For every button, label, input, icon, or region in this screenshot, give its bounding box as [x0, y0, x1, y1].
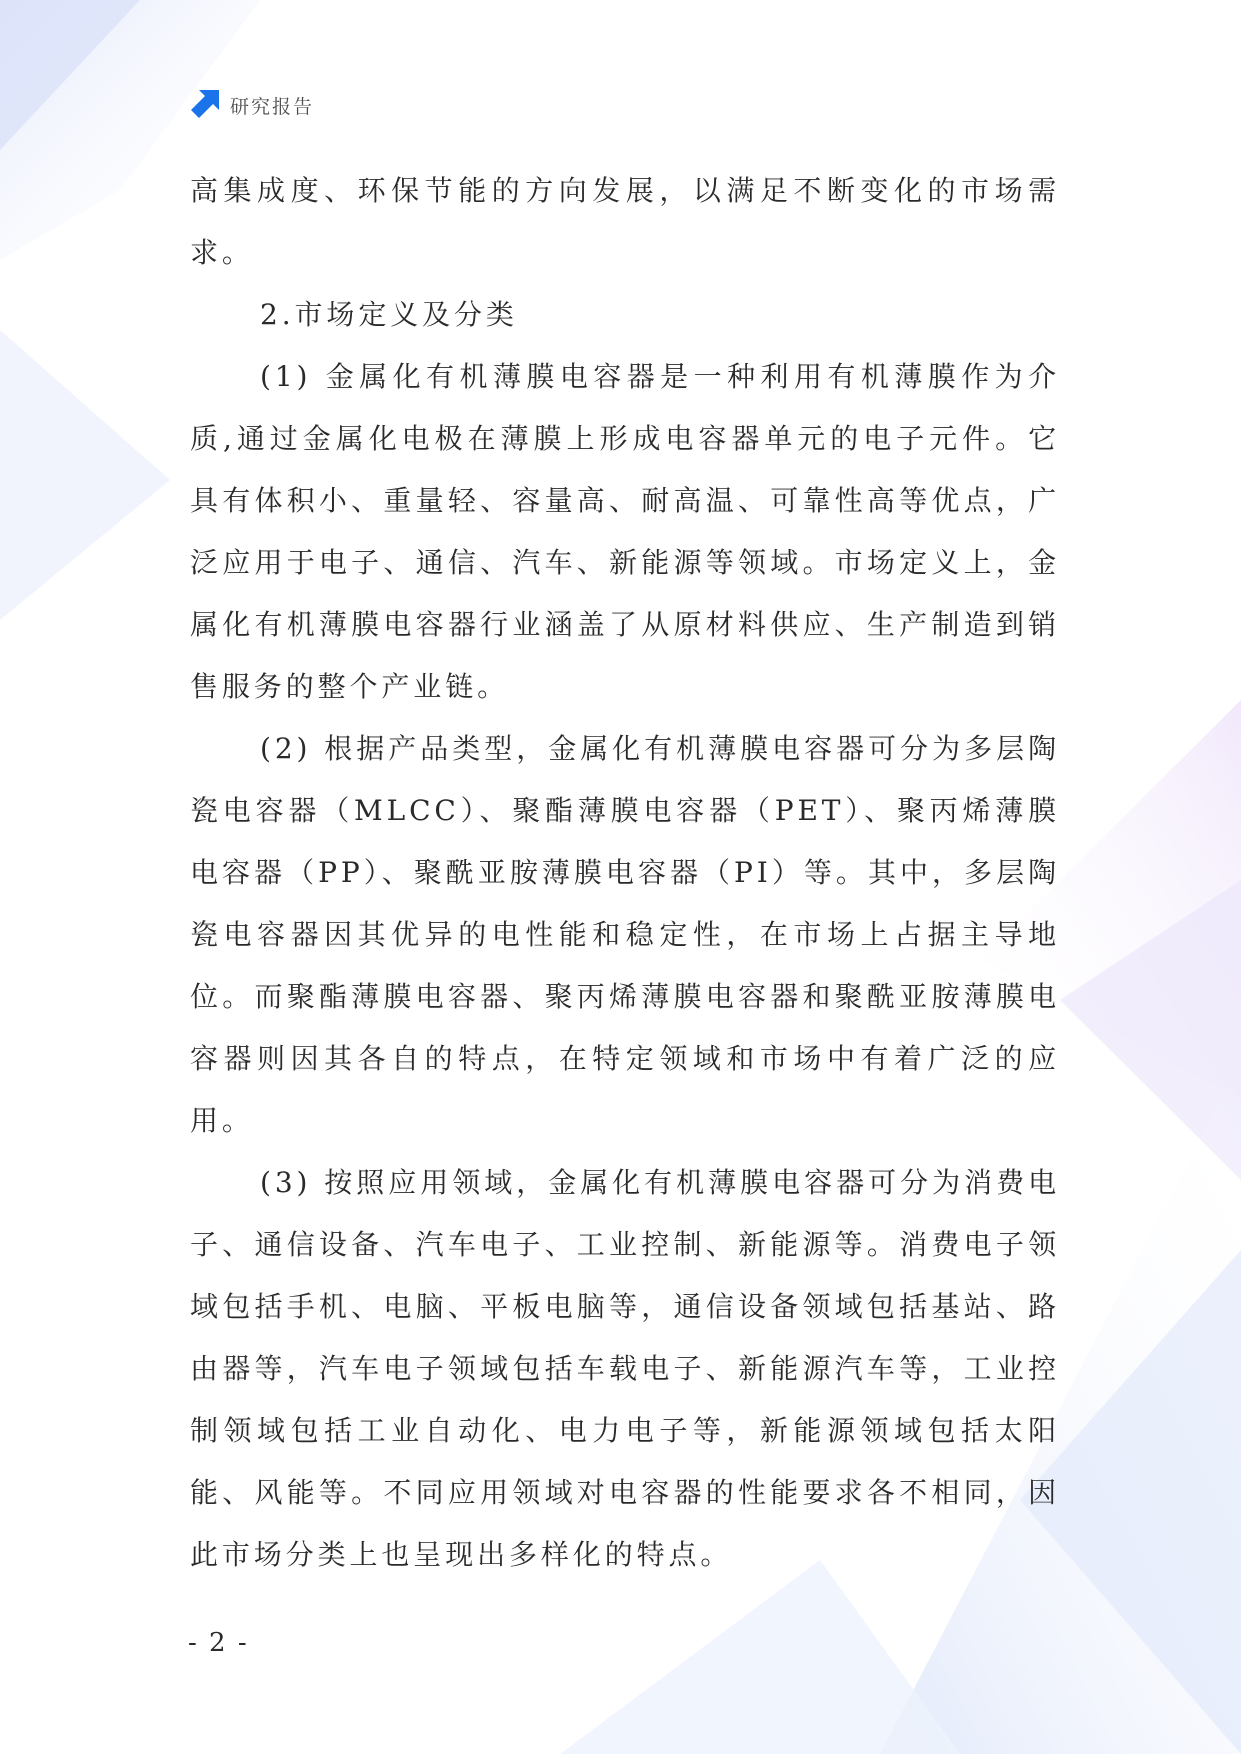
section-heading: 2.市场定义及分类	[260, 298, 518, 331]
paragraph: (2) 根据产品类型，金属化有机薄膜电容器可分为多层陶瓷电容器（MLCC）、聚酯薄膜电容器（PET）、聚丙烯薄膜电容器（PP）、聚酰亚胺薄膜电容器（PI）等。其中，多层陶瓷电容器因其优异的电性能和稳定性，在市场上占据主导地位。而聚酯薄膜电容器、聚丙烯薄膜电容器和聚酰亚胺薄膜电容器则因其各自的特点，在特定领域和市场中有着广泛的应用。	[190, 732, 1060, 1137]
paragraph: (3) 按照应用领域，金属化有机薄膜电容器可分为消费电子、通信设备、汽车电子、工业控制、新能源等。消费电子领域包括手机、电脑、平板电脑等，通信设备领域包括基站、路由器等，汽车电子领域包括车载电子、新能源汽车等，工业控制领域包括工业自动化、电力电子等，新能源领域包括太阳能、风能等。不同应用领域对电容器的性能要求各不相同，因此市场分类上也呈现出多样化的特点。	[190, 1166, 1060, 1571]
arrow-up-right-icon	[187, 88, 221, 122]
document-body	[190, 160, 1060, 1586]
paragraph-continuation: 高集成度、环保节能的方向发展，以满足不断变化的市场需求。	[190, 174, 1060, 269]
page-number: - 2 -	[188, 1628, 249, 1658]
paragraph: (1) 金属化有机薄膜电容器是一种利用有机薄膜作为介质,通过金属化电极在薄膜上形成电容器单元的电子元件。它具有体积小、重量轻、容量高、耐高温、可靠性高等优点，广泛应用于电子、通信、汽车、新能源等领域。市场定义上，金属化有机薄膜电容器行业涵盖了从原材料供应、生产制造到销售服务的整个产业链。	[190, 360, 1060, 703]
page-header	[187, 87, 314, 123]
header-label: 研究报告	[230, 95, 315, 118]
